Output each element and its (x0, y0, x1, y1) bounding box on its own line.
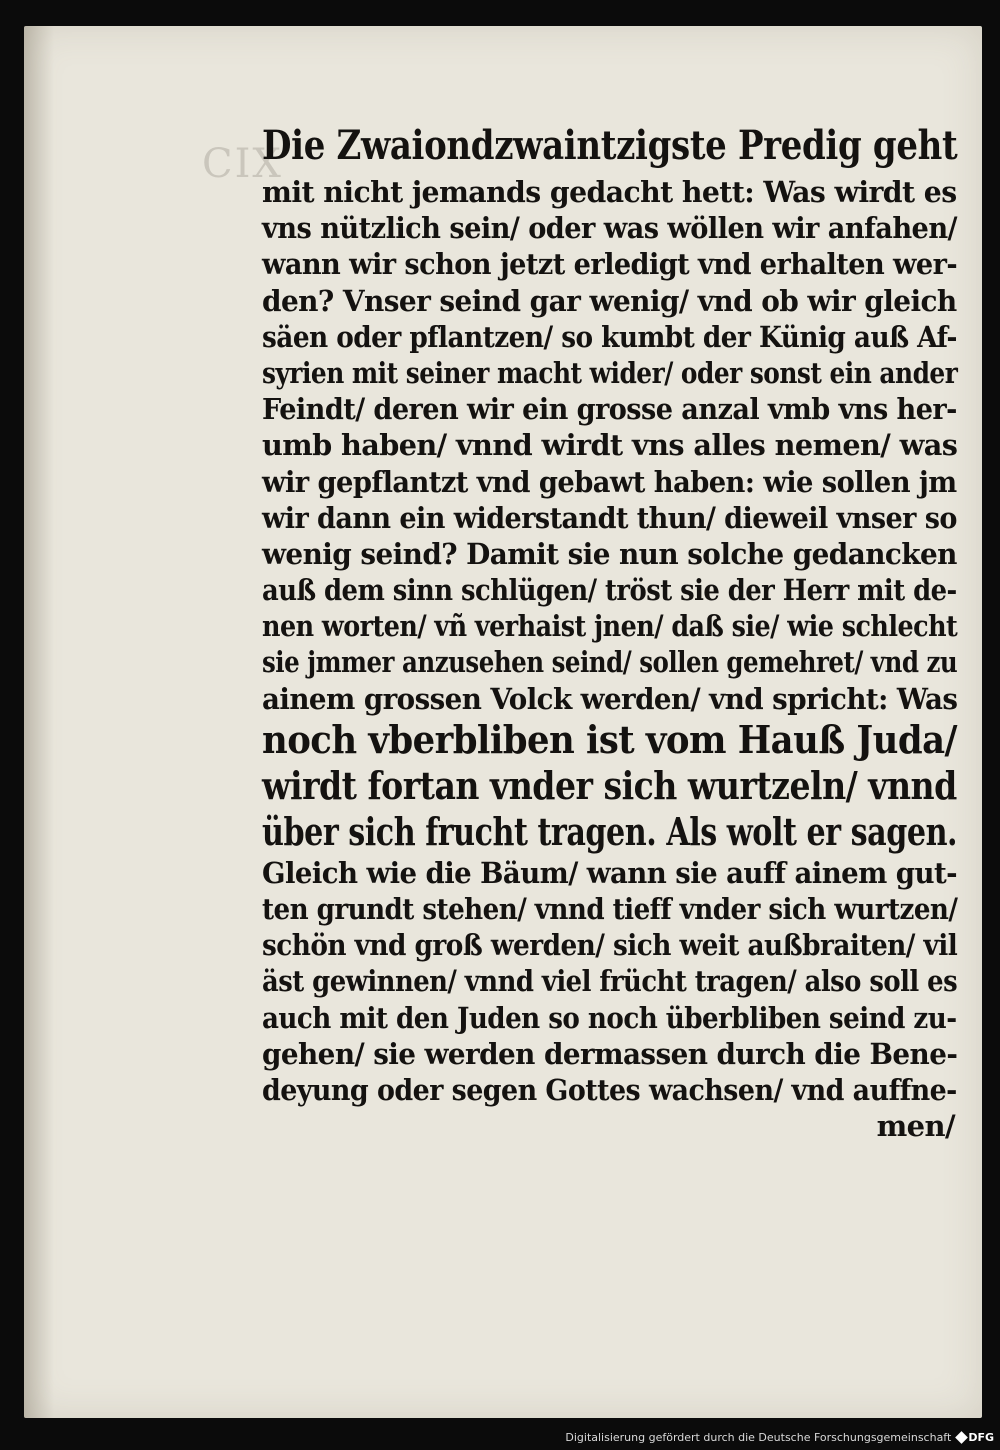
text-line: vns nützlich sein/ oder was wöllen wir anfahen/ (262, 211, 957, 246)
text-line: säen oder pflantzen/ so kumbt der Künig auß Af- (262, 319, 957, 354)
catchword: men/ (876, 1109, 955, 1144)
text-line: wir dann ein widerstandt thun/ dieweil vnser so (262, 500, 957, 535)
running-heading: Die Zwaiondzwaintzigste Predig geht (262, 122, 958, 169)
text-line: nen worten/ vñ verhaist jnen/ daß sie/ wie schlecht (262, 609, 958, 644)
text-line: ainem grossen Volck werden/ vnd spricht: Was (262, 681, 958, 716)
text-line: Feindt/ deren wir ein grosse anzal vmb vns her- (262, 392, 957, 427)
spine-shadow (24, 26, 54, 1418)
text-block (262, 118, 967, 1144)
text-line: wenig seind? Damit sie nun solche gedancken (262, 536, 957, 571)
text-line: ten grundt stehen/ vnnd tieff vnder sich wurtzen/ (262, 892, 958, 926)
quotation-line: wirdt fortan vnder sich wurtzeln/ vnnd (262, 762, 957, 808)
text-line: auß dem sinn schlügen/ tröst sie der Herr mit de- (262, 573, 957, 608)
text-line: wir gepflantzt vnd gebawt haben: wie sollen jm (262, 464, 957, 499)
dfg-diamond-icon (955, 1431, 968, 1444)
quotation-line: noch vberbliben ist vom Hauß Juda/ (262, 716, 957, 762)
text-line: deyung oder segen Gottes wachsen/ vnd auffne- (262, 1072, 957, 1107)
text-line: umb haben/ vnnd wirdt vns alles nemen/ was (262, 428, 958, 463)
text-line: syrien mit seiner macht wider/ oder sonst ein ander (262, 355, 958, 390)
text-line: gehen/ sie werden dermassen durch die Bene- (262, 1036, 958, 1071)
dfg-logo (957, 1431, 994, 1444)
text-line: äst gewinnen/ vnnd viel frücht tragen/ also soll es (262, 964, 958, 999)
text-line: Gleich wie die Bäum/ wann sie auff ainem gut- (262, 855, 958, 890)
text-line: schön vnd groß werden/ sich weit außbraiten/ vil (262, 928, 958, 963)
quotation-line: über sich frucht tragen. Als wolt er sagen. (262, 808, 958, 854)
text-line: den? Vnser seind gar wenig/ vnd ob wir gleich (262, 283, 957, 318)
text-line: mit nicht jemands gedacht hett: Was wirdt es (262, 175, 957, 209)
text-line: auch mit den Juden so noch überbliben seind zu- (262, 1000, 957, 1035)
text-line: sie jmmer anzusehen seind/ sollen gemehret/ vnd zu (262, 645, 958, 680)
footer (565, 1431, 994, 1444)
funding-credit: Digitalisierung gefördert durch die Deutsche Forschungsgemeinschaft (565, 1431, 952, 1444)
text-line: wann wir schon jetzt erledigt vnd erhalten wer- (262, 247, 958, 282)
bleed-through-page-number: CIX (202, 141, 283, 187)
dfg-logo-text: DFG (968, 1431, 994, 1444)
